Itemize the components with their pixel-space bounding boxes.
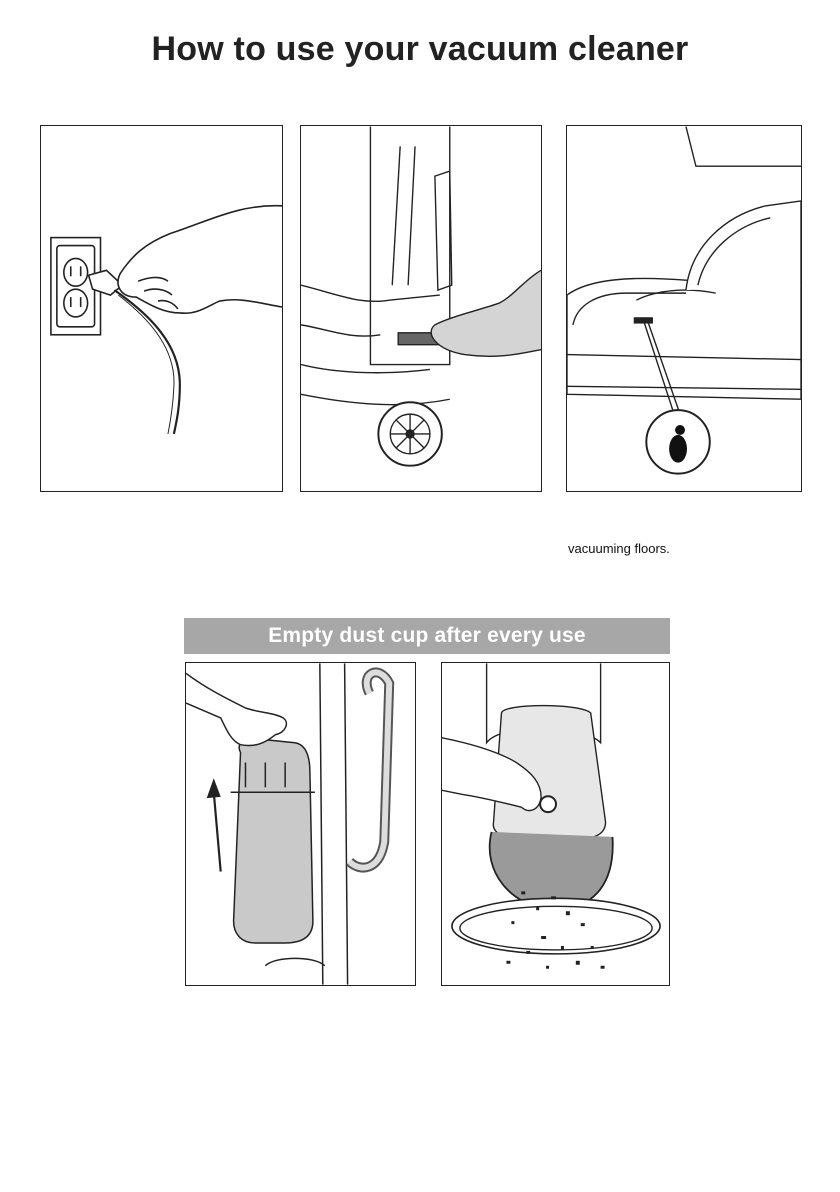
plug-into-outlet-illustration: [40, 125, 283, 492]
hand: [186, 673, 286, 745]
empty-dust-cup-into-bin-illustration: [441, 662, 670, 986]
power-button: [634, 318, 652, 323]
foot-icon: [669, 435, 687, 463]
page-title: How to use your vacuum cleaner: [151, 30, 689, 68]
brush-roll-housing: [686, 201, 801, 290]
step-caption: vacuuming floors.: [568, 541, 670, 556]
power-button-foot-icon-illustration: [566, 125, 802, 492]
lift-dust-cup-illustration: [185, 662, 416, 986]
empty-dust-cup-banner: Empty dust cup after every use: [184, 618, 670, 654]
up-arrow: [214, 792, 221, 871]
hand: [118, 206, 282, 314]
foot-pedal-recline-illustration: [300, 125, 542, 492]
release-button: [540, 796, 556, 812]
